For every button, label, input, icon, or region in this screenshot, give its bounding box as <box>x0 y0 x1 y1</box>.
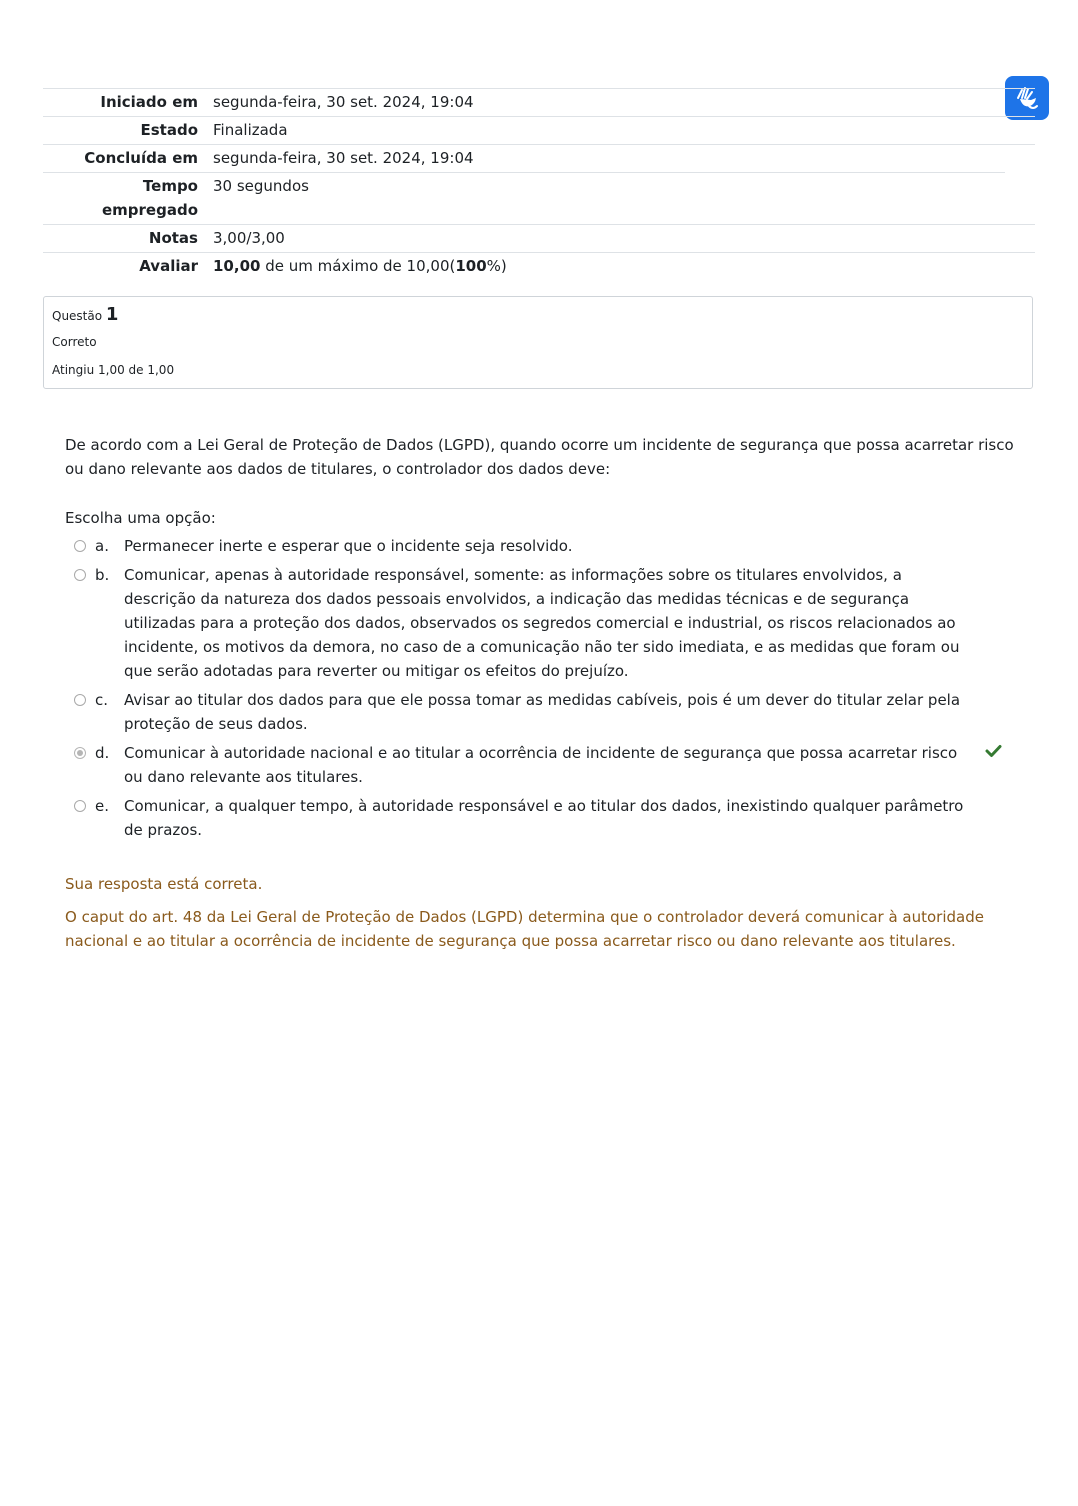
summary-value: 30 segundos <box>213 177 309 195</box>
summary-label-line1: Tempo <box>142 177 198 195</box>
answer-options <box>65 534 1015 847</box>
grade-middle: de um máximo de 10,00( <box>260 257 456 275</box>
correct-check-icon <box>985 744 1002 758</box>
radio-b[interactable] <box>74 569 86 581</box>
feedback-section <box>65 872 1015 953</box>
option-letter: d. <box>95 744 110 762</box>
summary-label: Concluída em <box>84 149 198 167</box>
answer-option-a[interactable] <box>65 534 1015 558</box>
radio-d-selected[interactable] <box>74 747 86 759</box>
question-marks: Atingiu 1,00 de 1,00 <box>52 363 175 377</box>
radio-e[interactable] <box>74 800 86 812</box>
option-text: Comunicar, a qualquer tempo, à autoridade responsável e ao titular dos dados, inexistindo qualquer parâmetro de prazos. <box>124 797 964 839</box>
question-label: Questão <box>52 309 103 323</box>
grade-percent: 100 <box>455 257 487 275</box>
attempt-summary-table <box>43 88 1035 280</box>
answer-prompt: Escolha uma opção: <box>65 509 216 527</box>
summary-row-completed <box>43 144 1035 172</box>
question-status: Correto <box>52 335 97 349</box>
summary-value: 3,00/3,00 <box>213 229 285 247</box>
radio-a[interactable] <box>74 540 86 552</box>
option-text: Comunicar à autoridade nacional e ao titular a ocorrência de incidente de segurança que possa acarretar risco ou dano relevante aos titulares. <box>124 744 958 786</box>
grade-score: 10,00 <box>213 257 261 275</box>
summary-label: Iniciado em <box>100 93 198 111</box>
grade-value <box>213 254 1035 278</box>
summary-label: Notas <box>148 229 198 247</box>
summary-value: segunda-feira, 30 set. 2024, 19:04 <box>213 93 474 111</box>
summary-label <box>43 174 213 222</box>
option-text: Comunicar, apenas à autoridade responsável, somente: as informações sobre os titulares envolvidos, a descrição da natureza dos dados pessoais envolvidos, a indicação das medidas técnicas e de segurança utilizadas para a proteção dos dados, observados os segredos comercial e industrial, os riscos relacionados ao incidente, os motivos da demora, no caso de a comunicação não ter sido imediata, e as medidas que foram ou que serão adotadas para reverter ou mitigar os efeitos do prejuízo. <box>124 566 960 680</box>
option-text: Permanecer inerte e esperar que o incidente seja resolvido. <box>124 537 573 555</box>
option-text: Avisar ao titular dos dados para que ele possa tomar as medidas cabíveis, pois é um dever do titular zelar pela proteção de seus dados. <box>124 691 961 733</box>
summary-label: Estado <box>140 121 198 139</box>
summary-row-grade <box>43 252 1035 280</box>
summary-row-started <box>43 88 1035 116</box>
grade-suffix: %) <box>486 257 507 275</box>
question-number-value: 1 <box>105 304 119 325</box>
option-letter: b. <box>95 566 110 584</box>
option-letter: e. <box>95 797 109 815</box>
option-letter: a. <box>95 537 109 555</box>
radio-c[interactable] <box>74 694 86 706</box>
question-number <box>52 303 1024 328</box>
answer-option-b[interactable] <box>65 563 1015 683</box>
question-text: De acordo com a Lei Geral de Proteção de Dados (LGPD), quando ocorre um incidente de segurança que possa acarretar risco ou dano relevante aos dados de titulares, o controlador dos dados deve: <box>65 436 1014 478</box>
summary-value: Finalizada <box>213 121 288 139</box>
summary-row-state <box>43 116 1035 144</box>
feedback-explanation: O caput do art. 48 da Lei Geral de Proteção de Dados (LGPD) determina que o controlador deverá comunicar à autoridade nacional e ao titular a ocorrência de incidente de segurança que possa acarretar risco ou dano relevante aos titulares. <box>65 908 984 950</box>
summary-label: Avaliar <box>139 257 198 275</box>
option-letter: c. <box>95 691 109 709</box>
summary-label-line2: empregado <box>101 201 198 219</box>
feedback-result: Sua resposta está correta. <box>65 875 263 893</box>
summary-row-marks <box>43 224 1035 252</box>
summary-value: segunda-feira, 30 set. 2024, 19:04 <box>213 149 474 167</box>
question-info-box <box>43 296 1033 389</box>
answer-option-e[interactable] <box>65 794 1015 842</box>
answer-option-c[interactable] <box>65 688 1015 736</box>
summary-row-time-taken <box>43 172 1005 224</box>
answer-option-d[interactable] <box>65 741 1015 789</box>
